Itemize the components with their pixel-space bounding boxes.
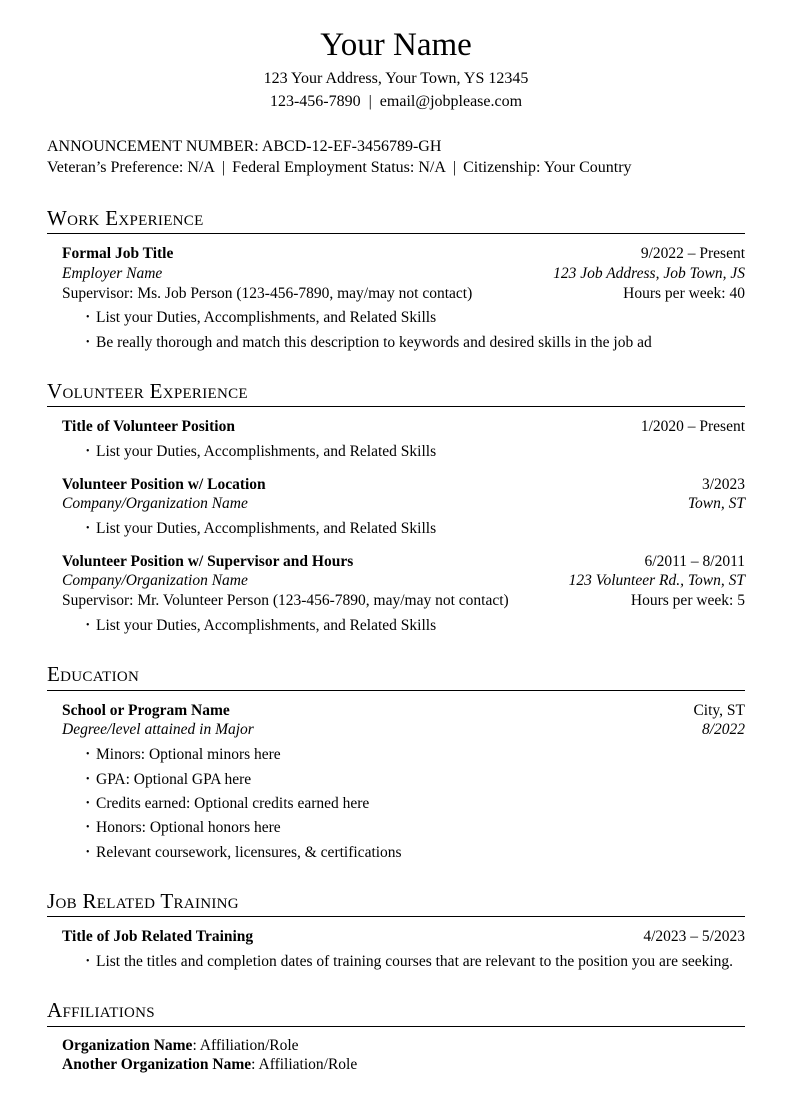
job-related-training-heading: Job Related Training [47,889,745,917]
list-item [86,843,745,862]
email-address: email@jobplease.com [379,92,523,110]
volunteer-dates: 3/2023 [701,475,745,493]
duty-text: Be really thorough and match this description to keywords and desired skills in the job ad [96,333,652,351]
training-dates: 4/2023 – 5/2023 [643,928,745,946]
bullet-icon: • [86,773,90,785]
affiliation-item [62,1055,745,1075]
affiliation-separator: : [192,1036,197,1054]
duty-text: List your Duties, Accomplishments, and Related Skills [96,443,437,461]
organization-name: Company/Organization Name [62,572,248,590]
graduation-date: 8/2022 [701,721,745,739]
supervisor-info: Supervisor: Mr. Volunteer Person (123-456-7890, may/may not contact) [62,592,509,610]
bullet-icon: • [86,822,90,834]
list-item [86,442,745,461]
organization-name: Another Organization Name [62,1056,252,1074]
employer-name: Employer Name [62,264,163,282]
list-item [86,794,745,813]
entry-title-row [62,244,745,264]
training-title: Title of Job Related Training [62,928,254,946]
phone-number: 123-456-7890 [269,92,361,110]
list-item [86,770,745,789]
work-experience-heading: Work Experience [47,206,745,234]
volunteer-title: Volunteer Position w/ Location [62,475,266,493]
organization-name: Company/Organization Name [62,495,248,513]
education-detail: Relevant coursework, licensures, & certifications [96,843,402,861]
education-detail: Minors: Optional minors here [96,746,281,764]
contact-line [47,92,745,112]
training-entry [62,927,745,971]
entry-degree-row [62,720,745,740]
section-affiliations [47,998,745,1074]
duty-list [86,442,745,461]
list-item [86,616,745,635]
entry-title-row [62,417,745,437]
entry-title-row [62,927,745,947]
duty-list [86,308,745,352]
volunteer-dates: 6/2011 – 8/2011 [644,552,745,570]
entry-employer-row [62,264,745,284]
contact-separator: | [368,92,372,110]
affiliation-role: Affiliation/Role [199,1036,299,1054]
affiliations-heading: Affiliations [47,998,745,1026]
bullet-icon: • [86,523,90,535]
volunteer-entry [62,417,745,461]
bullet-icon: • [86,846,90,858]
section-education [47,662,745,862]
duty-text: List your Duties, Accomplishments, and Related Skills [96,309,437,327]
list-item [86,308,745,327]
volunteer-dates: 1/2020 – Present [640,418,745,436]
education-entry [62,701,745,863]
entry-title-row [62,475,745,495]
resume-header [47,26,745,112]
affiliation-separator: : [251,1056,256,1074]
list-item [86,745,745,764]
organization-name: Organization Name [62,1036,193,1054]
job-dates: 9/2022 – Present [640,244,745,262]
education-detail-list [86,745,745,862]
list-item [86,952,745,971]
entry-employer-row [62,494,745,514]
education-detail: Credits earned: Optional credits earned here [96,794,370,812]
duty-list [86,519,745,538]
bullet-icon: • [86,956,90,968]
training-detail-list [86,952,745,971]
citizenship: Citizenship: Your Country [463,159,632,177]
degree-name: Degree/level attained in Major [62,721,254,739]
school-location: City, ST [693,701,745,719]
education-heading: Education [47,662,745,690]
section-work-experience [47,206,745,352]
volunteer-entry [62,475,745,539]
duty-text: List your Duties, Accomplishments, and Related Skills [96,520,437,538]
status-separator: | [452,159,457,177]
supervisor-info: Supervisor: Ms. Job Person (123-456-7890, may/may not contact) [62,284,473,302]
school-name: School or Program Name [62,701,230,719]
list-item [86,333,745,352]
bullet-icon: • [86,797,90,809]
person-name: Your Name [320,27,472,63]
hours-per-week: Hours per week: 40 [623,284,745,302]
status-line [47,157,745,179]
entry-employer-row [62,571,745,591]
job-title: Formal Job Title [62,244,174,262]
announcement-number-line: ANNOUNCEMENT NUMBER: ABCD-12-EF-3456789-GH [47,137,442,155]
list-item [86,818,745,837]
federal-employment-status: Federal Employment Status: N/A [232,159,446,177]
section-job-related-training [47,889,745,971]
entry-supervisor-row [62,284,745,304]
announcement-block [47,136,745,179]
work-entry [62,244,745,352]
bullet-icon: • [86,620,90,632]
organization-location: Town, ST [687,495,745,513]
affiliation-role: Affiliation/Role [258,1056,358,1074]
bullet-icon: • [86,312,90,324]
duty-text: List your Duties, Accomplishments, and Related Skills [96,617,437,635]
status-separator: | [221,159,226,177]
bullet-icon: • [86,336,90,348]
education-detail: Honors: Optional honors here [96,819,281,837]
education-detail: GPA: Optional GPA here [96,770,252,788]
organization-address: 123 Volunteer Rd., Town, ST [568,572,745,590]
training-detail: List the titles and completion dates of training courses that are relevant to the position you are seeking. [96,953,734,971]
duty-list [86,616,745,635]
hours-per-week: Hours per week: 5 [630,592,745,610]
volunteer-entry [62,552,745,636]
volunteer-title: Volunteer Position w/ Supervisor and Hours [62,552,354,570]
entry-title-row [62,552,745,572]
veterans-preference: Veteran’s Preference: N/A [47,159,215,177]
affiliation-list [62,1036,745,1075]
address-line: 123 Your Address, Your Town, YS 12345 [263,69,529,87]
section-volunteer-experience [47,379,745,635]
list-item [86,519,745,538]
volunteer-title: Title of Volunteer Position [62,418,235,436]
bullet-icon: • [86,446,90,458]
entry-supervisor-row [62,591,745,611]
entry-title-row [62,701,745,721]
volunteer-experience-heading: Volunteer Experience [47,379,745,407]
employer-address: 123 Job Address, Job Town, JS [553,264,745,282]
affiliation-item [62,1036,745,1056]
bullet-icon: • [86,749,90,761]
